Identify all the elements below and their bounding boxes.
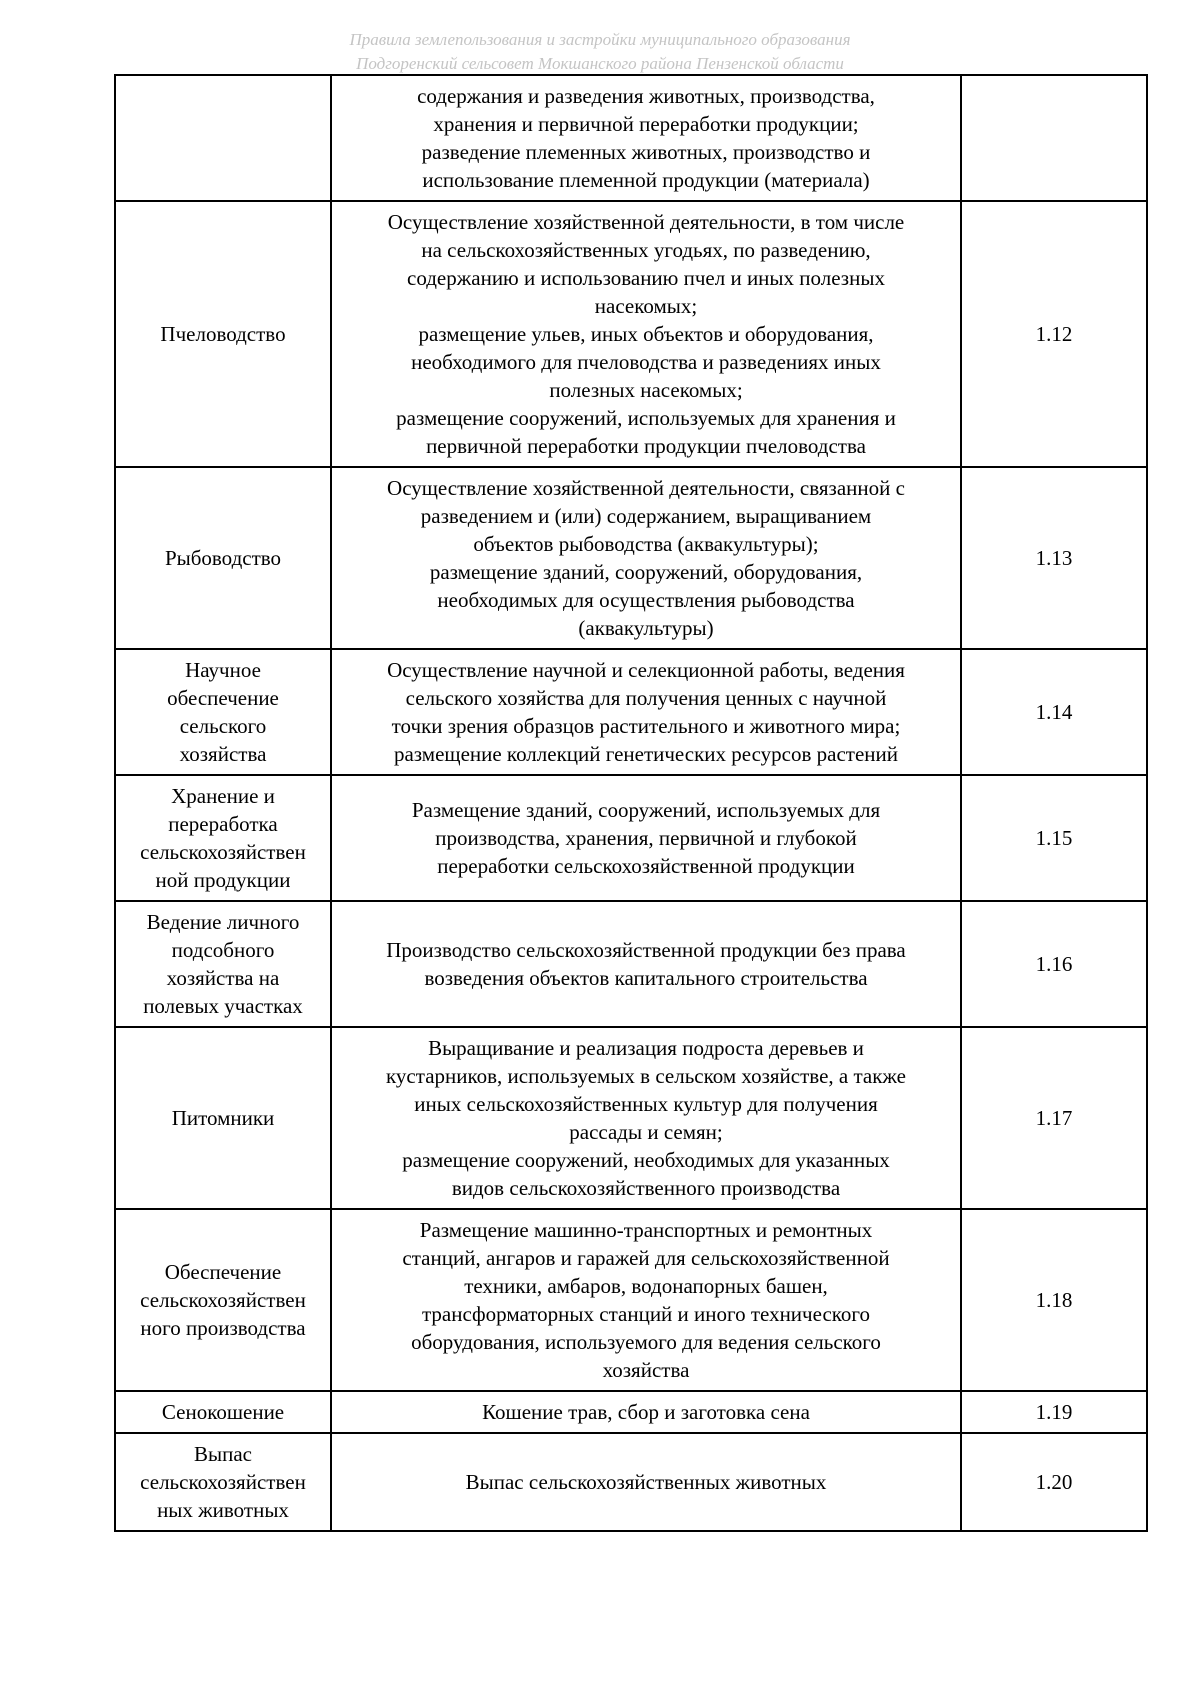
land-use-name-line: сельскохозяйствен bbox=[140, 1470, 306, 1494]
land-use-name-cell bbox=[115, 1433, 331, 1531]
land-use-description-line: хозяйства bbox=[602, 1358, 690, 1382]
land-use-description-cell bbox=[331, 901, 961, 1027]
land-use-description-cell bbox=[331, 467, 961, 649]
land-use-description-line: разведением и (или) содержанием, выращиванием bbox=[420, 504, 872, 528]
land-use-description-line: разведение племенных животных, производство и bbox=[421, 140, 871, 164]
land-use-description-line: оборудования, используемого для ведения сельского bbox=[411, 1330, 881, 1354]
land-use-description-line: размещение сооружений, используемых для хранения и bbox=[396, 406, 896, 430]
land-use-description-line: производства, хранения, первичной и глубокой bbox=[435, 826, 857, 850]
land-use-description-line: размещение ульев, иных объектов и оборудования, bbox=[418, 322, 874, 346]
land-use-name-line: хозяйства на bbox=[166, 966, 280, 990]
land-use-code-cell: 1.14 bbox=[961, 649, 1147, 775]
land-use-description-cell bbox=[331, 1209, 961, 1391]
land-use-name-line: Обеспечение bbox=[164, 1260, 282, 1284]
land-use-description-line: размещение коллекций генетических ресурсов растений bbox=[393, 742, 899, 766]
land-use-name-line: ной продукции bbox=[155, 868, 291, 892]
land-use-name-line: Выпас bbox=[194, 1442, 252, 1466]
land-use-description-line: рассады и семян; bbox=[569, 1120, 723, 1144]
land-use-description-line: на сельскохозяйственных угодьях, по разведению, bbox=[421, 238, 871, 262]
land-use-code-cell: 1.12 bbox=[961, 201, 1147, 467]
land-use-description-line: Размещение машинно-транспортных и ремонтных bbox=[419, 1218, 873, 1242]
land-use-name-line: сельского bbox=[179, 714, 267, 738]
land-use-description-line: необходимого для пчеловодства и разведениях иных bbox=[411, 350, 881, 374]
land-use-name-line: ных животных bbox=[157, 1498, 289, 1522]
land-use-name-line: сельскохозяйствен bbox=[140, 840, 306, 864]
table-row bbox=[115, 901, 1147, 1027]
header-line-1: Правила землепользования и застройки муниципального образования bbox=[349, 30, 851, 49]
land-use-description-cell bbox=[331, 649, 961, 775]
land-use-description-cell bbox=[331, 75, 961, 201]
land-use-description-line: возведения объектов капитального строительства bbox=[424, 966, 868, 990]
land-use-name-line: полевых участках bbox=[143, 994, 303, 1018]
land-use-description-line: размещение зданий, сооружений, оборудования, bbox=[429, 560, 863, 584]
land-use-description-cell bbox=[331, 1433, 961, 1531]
land-use-description-line: первичной переработки продукции пчеловодства bbox=[426, 434, 866, 458]
land-use-name-line: Научное bbox=[185, 658, 261, 682]
land-use-description-line: трансформаторных станций и иного технического bbox=[421, 1302, 870, 1326]
land-use-description-line: Осуществление хозяйственной деятельности, связанной с bbox=[387, 476, 905, 500]
land-use-description-cell bbox=[331, 1027, 961, 1209]
land-use-name-cell bbox=[115, 901, 331, 1027]
land-use-name-cell bbox=[115, 649, 331, 775]
table-row bbox=[115, 201, 1147, 467]
land-use-description-line: станций, ангаров и гаражей для сельскохозяйственной bbox=[402, 1246, 890, 1270]
land-use-code-cell: 1.16 bbox=[961, 901, 1147, 1027]
land-use-code-cell: 1.20 bbox=[961, 1433, 1147, 1531]
land-use-description-line: (аквакультуры) bbox=[578, 616, 714, 640]
land-use-description-line: Осуществление хозяйственной деятельности, в том числе bbox=[387, 210, 905, 234]
land-use-name-line: Пчеловодство bbox=[160, 322, 286, 346]
land-use-description-line: хранения и первичной переработки продукции; bbox=[433, 112, 859, 136]
land-use-code-cell: 1.13 bbox=[961, 467, 1147, 649]
land-use-description-cell bbox=[331, 1391, 961, 1433]
land-use-description-line: переработки сельскохозяйственной продукции bbox=[437, 854, 855, 878]
table-row bbox=[115, 649, 1147, 775]
land-use-name-cell bbox=[115, 75, 331, 201]
table-body bbox=[115, 75, 1147, 1531]
land-use-description-line: сельского хозяйства для получения ценных с научной bbox=[405, 686, 887, 710]
land-use-description-line: содержания и разведения животных, производства, bbox=[417, 84, 875, 108]
land-use-description-line: насекомых; bbox=[594, 294, 698, 318]
land-use-code-cell: 1.15 bbox=[961, 775, 1147, 901]
land-use-name-cell bbox=[115, 201, 331, 467]
land-use-name-line: переработка bbox=[168, 812, 278, 836]
land-use-description-line: кустарников, используемых в сельском хозяйстве, а также bbox=[386, 1064, 906, 1088]
land-use-description-cell bbox=[331, 201, 961, 467]
land-use-name-line: Хранение и bbox=[171, 784, 275, 808]
land-use-description-line: видов сельскохозяйственного производства bbox=[451, 1176, 841, 1200]
land-use-description-line: техники, амбаров, водонапорных башен, bbox=[464, 1274, 828, 1298]
land-use-name-line: подсобного bbox=[171, 938, 275, 962]
land-use-description-line: полезных насекомых; bbox=[549, 378, 743, 402]
land-use-name-line: Рыбоводство bbox=[164, 546, 282, 570]
land-use-description-line: содержанию и использованию пчел и иных полезных bbox=[407, 266, 885, 290]
land-use-description-line: Осуществление научной и селекционной работы, ведения bbox=[387, 658, 905, 682]
land-use-description-line: иных сельскохозяйственных культур для получения bbox=[414, 1092, 878, 1116]
land-use-name-line: ного производства bbox=[140, 1316, 306, 1340]
table-row bbox=[115, 467, 1147, 649]
land-use-description-line: Кошение трав, сбор и заготовка сена bbox=[482, 1400, 810, 1424]
table-row bbox=[115, 1391, 1147, 1433]
land-use-code-cell: 1.17 bbox=[961, 1027, 1147, 1209]
land-use-description-line: Выращивание и реализация подроста деревьев и bbox=[428, 1036, 864, 1060]
land-use-code-cell: 1.18 bbox=[961, 1209, 1147, 1391]
table-row bbox=[115, 775, 1147, 901]
header-line-2: Подгоренский сельсовет Мокшанского района Пензенской области bbox=[356, 54, 844, 73]
land-use-table bbox=[114, 74, 1148, 1532]
land-use-description-line: размещение сооружений, необходимых для указанных bbox=[402, 1148, 890, 1172]
land-use-name-line: обеспечение bbox=[167, 686, 279, 710]
land-use-name-cell bbox=[115, 467, 331, 649]
table-row bbox=[115, 1209, 1147, 1391]
land-use-name-line: сельскохозяйствен bbox=[140, 1288, 306, 1312]
table-row bbox=[115, 1433, 1147, 1531]
land-use-description-cell bbox=[331, 775, 961, 901]
land-use-name-line: Питомники bbox=[171, 1106, 275, 1130]
table-row bbox=[115, 1027, 1147, 1209]
land-use-name-line: Ведение личного bbox=[146, 910, 300, 934]
land-use-description-line: точки зрения образцов растительного и животного мира; bbox=[391, 714, 901, 738]
table-row bbox=[115, 75, 1147, 201]
land-use-name-line: хозяйства bbox=[179, 742, 267, 766]
page-header bbox=[0, 28, 1200, 76]
land-use-code-cell bbox=[961, 75, 1147, 201]
land-use-description-line: Производство сельскохозяйственной продукции без права bbox=[386, 938, 906, 962]
land-use-description-line: необходимых для осуществления рыбоводства bbox=[437, 588, 855, 612]
land-use-description-line: Размещение зданий, сооружений, используемых для bbox=[411, 798, 881, 822]
land-use-description-line: объектов рыбоводства (аквакультуры); bbox=[473, 532, 819, 556]
land-use-description-line: Выпас сельскохозяйственных животных bbox=[465, 1470, 827, 1494]
land-use-name-cell bbox=[115, 775, 331, 901]
land-use-name-cell bbox=[115, 1391, 331, 1433]
land-use-description-line: использование племенной продукции (материала) bbox=[422, 168, 870, 192]
land-use-name-cell bbox=[115, 1209, 331, 1391]
land-use-code-cell: 1.19 bbox=[961, 1391, 1147, 1433]
land-use-name-cell bbox=[115, 1027, 331, 1209]
land-use-name-line: Сенокошение bbox=[161, 1400, 285, 1424]
